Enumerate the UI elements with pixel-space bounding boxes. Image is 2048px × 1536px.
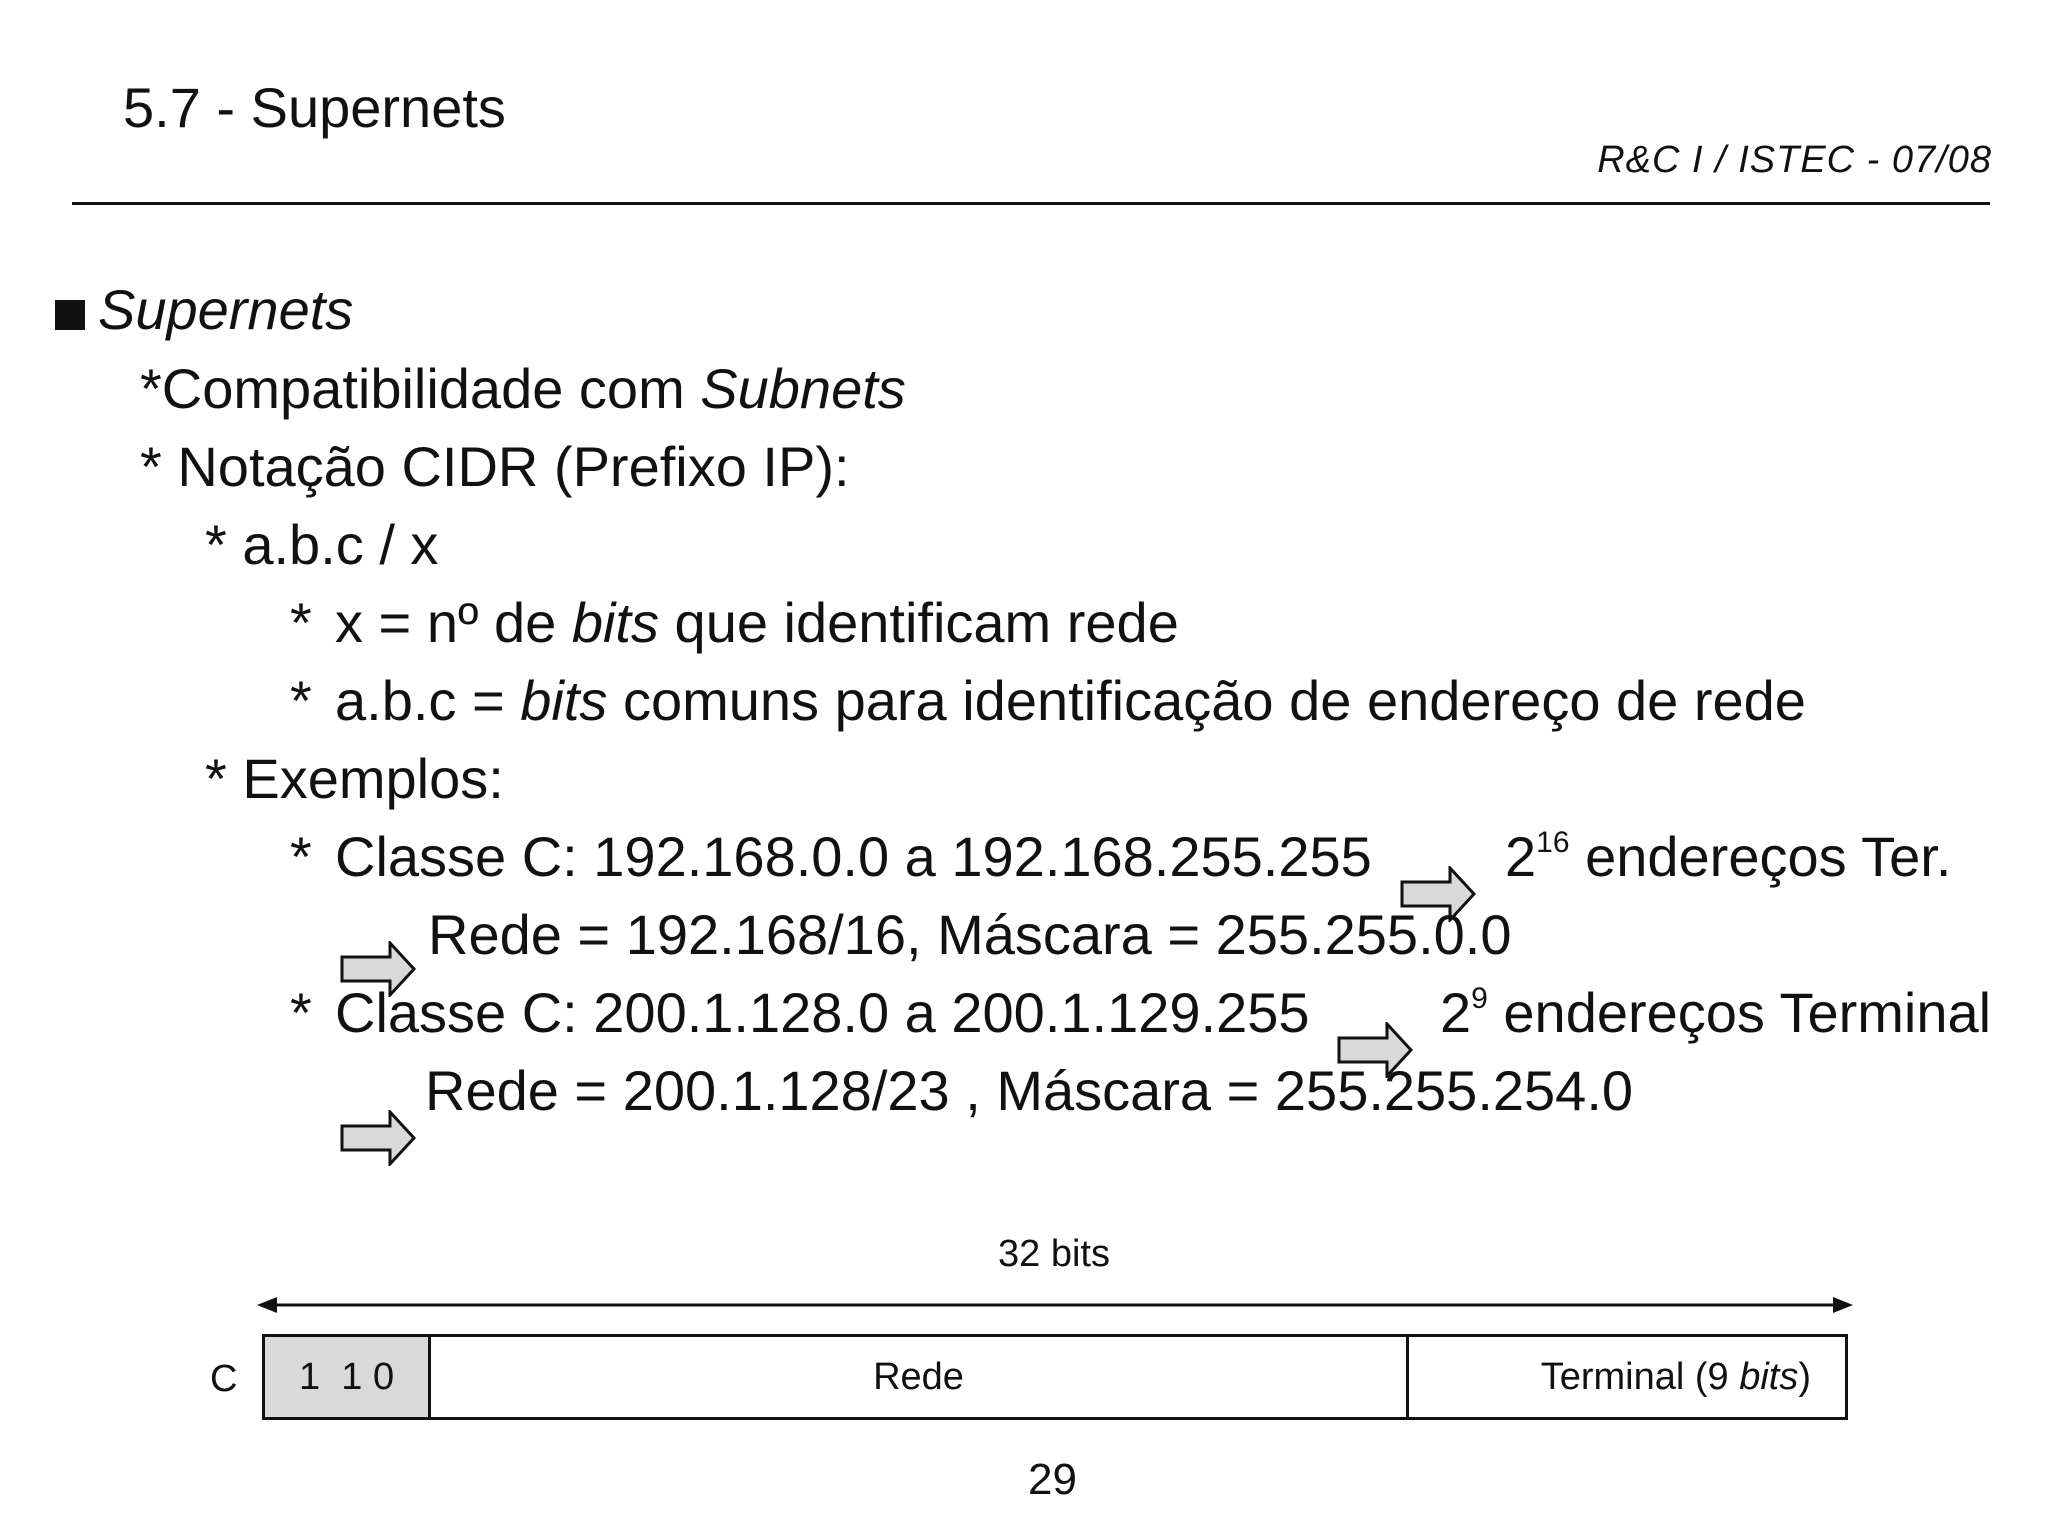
host-field-italic: bits <box>1739 1355 1799 1398</box>
example1-star: * <box>290 825 312 888</box>
host-field-label <box>1541 1356 1811 1399</box>
bullet-x-star: * <box>290 591 312 654</box>
example1-base: 2 <box>1505 825 1537 888</box>
network-field-cell <box>431 1337 1409 1417</box>
example2-result <box>1440 981 1991 1045</box>
bullet-compatibility-text: *Compatibilidade com <box>140 357 701 420</box>
header-divider <box>72 202 1990 205</box>
example1-result-text: endereços Ter. <box>1569 825 1952 888</box>
bullet-x-text-a: x = nº de <box>335 591 572 654</box>
double-headed-arrow-icon <box>255 1290 1855 1320</box>
bullet-abc-star: * <box>290 669 312 732</box>
bullet-abc-italic: bits <box>520 669 608 732</box>
bullet-x-definition <box>335 591 1179 655</box>
example2-star: * <box>290 981 312 1044</box>
example1-range: Classe C: 192.168.0.0 a 192.168.255.255 <box>335 825 1372 888</box>
bullet-cidr: * Notação CIDR (Prefixo IP): <box>140 435 850 498</box>
example2-network: Rede = 200.1.128/23 , Máscara = 255.255.254.0 <box>425 1059 1634 1122</box>
bullet-abc-definition <box>335 669 1806 733</box>
bullet-abc-text-b: comuns para identificação de endereço de rede <box>607 669 1806 732</box>
host-field-cell <box>1409 1337 1845 1417</box>
example2-result-text: endereços Terminal <box>1487 981 1992 1044</box>
bullet-abc-text-a: a.b.c = <box>335 669 521 732</box>
example1-result <box>1505 825 1951 889</box>
bullet-x-italic: bits <box>571 591 659 654</box>
bullet-examples: * Exemplos: <box>205 747 504 810</box>
example2-net-arrow-icon <box>340 1110 420 1166</box>
bullet-compatibility <box>140 357 906 421</box>
example2-base: 2 <box>1440 981 1472 1044</box>
page-number: 29 <box>1028 1455 1077 1504</box>
square-bullet-icon <box>55 300 85 330</box>
course-label: R&C I / ISTEC - 07/08 <box>1597 139 1992 181</box>
bullet-notation: * a.b.c / x <box>205 513 439 576</box>
class-bits-value: 1 1 0 <box>299 1355 395 1398</box>
class-letter-label: C <box>210 1358 238 1400</box>
address-bit-layout <box>262 1334 1848 1420</box>
class-bits-cell <box>265 1337 431 1417</box>
example2-exponent: 9 <box>1471 982 1488 1016</box>
bullet-compatibility-italic: Subnets <box>700 357 906 420</box>
address-width-label: 32 bits <box>998 1233 1110 1275</box>
host-field-text-b: ) <box>1798 1355 1811 1398</box>
bullet-x-text-b: que identificam rede <box>658 591 1179 654</box>
slide-title: 5.7 - Supernets <box>123 76 506 139</box>
host-field-text-a: Terminal (9 <box>1540 1355 1740 1398</box>
network-field-label: Rede <box>873 1355 964 1398</box>
example2-range: Classe C: 200.1.128.0 a 200.1.129.255 <box>335 981 1310 1044</box>
example1-exponent: 16 <box>1536 826 1570 860</box>
section-heading: Supernets <box>98 278 354 341</box>
example1-network: Rede = 192.168/16, Máscara = 255.255.0.0 <box>428 903 1512 966</box>
